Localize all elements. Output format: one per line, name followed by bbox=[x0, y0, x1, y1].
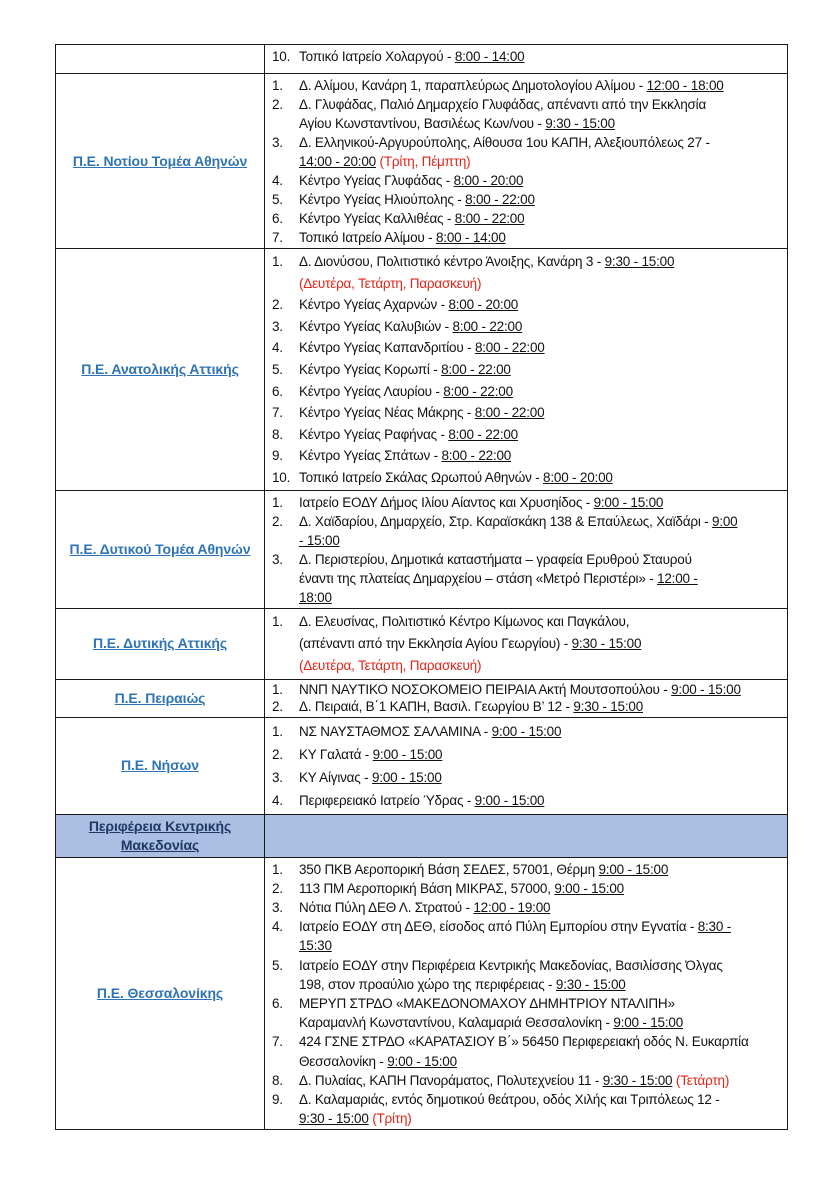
item-text-block bbox=[299, 743, 783, 766]
location-item bbox=[272, 956, 783, 994]
item-time: 12:00 - 18:00 bbox=[646, 78, 724, 93]
item-text: Κέντρο Υγείας Λαυρίου - bbox=[299, 383, 444, 399]
table-row bbox=[56, 608, 787, 679]
item-text: Κέντρο Υγείας Ραφήνας - bbox=[299, 426, 449, 442]
regions-schedule-table bbox=[55, 44, 788, 1130]
item-text-block bbox=[299, 994, 783, 1032]
region-label: Π.Ε. Πειραιώς bbox=[114, 689, 206, 706]
location-item bbox=[272, 1032, 783, 1070]
location-item bbox=[272, 467, 783, 489]
item-text-block bbox=[299, 294, 783, 316]
item-time: 8:00 - 22:00 bbox=[448, 426, 518, 442]
item-number: 6. bbox=[272, 995, 283, 1011]
item-text: Ιατρείο ΕΟΔΥ στη ΔΕΘ, είσοδος από Πύλη Εμπορίου στην Εγνατία - bbox=[299, 919, 698, 935]
item-text: Αγίου Κωνσταντίνου, Βασιλέως Κων/νου - bbox=[299, 116, 546, 131]
locations-cell bbox=[265, 491, 787, 608]
item-text-block bbox=[299, 898, 783, 917]
location-item bbox=[272, 337, 783, 359]
item-text-block bbox=[299, 1090, 783, 1128]
item-text: 350 ΠΚΒ Αεροπορική Βάση ΣΕΔΕΣ, 57001, Θέρμη bbox=[299, 861, 599, 877]
item-text-block bbox=[299, 76, 783, 95]
item-number: 5. bbox=[272, 361, 283, 377]
section-header-row bbox=[56, 814, 787, 857]
item-number: 1. bbox=[272, 613, 283, 629]
item-number: 4. bbox=[272, 919, 283, 935]
location-item bbox=[272, 251, 783, 294]
region-cell bbox=[56, 680, 265, 717]
item-time: 9:30 - 15:00 bbox=[604, 254, 675, 269]
location-item bbox=[272, 512, 783, 550]
item-text-block bbox=[299, 95, 783, 133]
item-number: 8. bbox=[272, 1072, 283, 1088]
item-time: 8:00 - 22:00 bbox=[454, 211, 525, 226]
item-text: Κέντρο Υγείας Αχαρνών - bbox=[299, 297, 449, 313]
item-text-block bbox=[299, 190, 783, 209]
item-time: 8:00 - 20:00 bbox=[453, 173, 524, 188]
table-row bbox=[56, 45, 787, 73]
item-time: 9:00 - 15:00 bbox=[671, 681, 741, 697]
item-text-block bbox=[299, 720, 783, 743]
item-text: Δ. Διονύσου, Πολιτιστικό κέντρο Άνοιξης, Κανάρη 3 - bbox=[299, 254, 605, 269]
item-text: Κέντρο Υγείας Σπάτων - bbox=[299, 448, 442, 464]
location-item bbox=[272, 133, 783, 171]
location-item bbox=[272, 720, 783, 743]
locations-cell bbox=[265, 718, 787, 814]
location-item bbox=[272, 917, 783, 955]
item-time: 9:00 - 15:00 bbox=[372, 746, 443, 762]
item-text-block bbox=[299, 766, 783, 789]
item-text-block bbox=[299, 316, 783, 338]
location-item bbox=[272, 47, 783, 66]
location-item bbox=[272, 294, 783, 316]
item-number: 7. bbox=[272, 1034, 283, 1050]
location-item bbox=[272, 611, 783, 678]
item-text: Κέντρο Υγείας Ηλιούπολης - bbox=[299, 192, 466, 207]
region-label: Π.Ε. Νοτίου Τομέα Αθηνών bbox=[72, 152, 248, 169]
item-text-block bbox=[299, 789, 783, 812]
item-text-block bbox=[299, 337, 783, 359]
table-row bbox=[56, 490, 787, 608]
location-item bbox=[272, 209, 783, 228]
item-number: 10. bbox=[272, 49, 291, 64]
locations-cell bbox=[265, 858, 787, 1130]
item-text-block bbox=[299, 681, 783, 699]
table-row bbox=[56, 857, 787, 1130]
item-time: 12:00 - 19:00 bbox=[473, 899, 551, 915]
item-time: 8:00 - 22:00 bbox=[474, 340, 545, 356]
item-text: Ιατρείο ΕΟΔΥ στην Περιφέρεια Κεντρικής Μακεδονίας, Βασιλίσσης Όλγας bbox=[299, 957, 723, 973]
item-number: 2. bbox=[272, 699, 283, 715]
region-cell bbox=[56, 45, 265, 73]
item-time: 8:00 - 14:00 bbox=[435, 230, 506, 245]
location-item bbox=[272, 445, 783, 467]
location-item bbox=[272, 493, 783, 512]
item-text-block bbox=[299, 381, 783, 403]
item-time: 8:00 - 14:00 bbox=[454, 49, 525, 64]
item-text-block bbox=[299, 860, 783, 879]
item-text: ΝΣ ΝΑΥΣΤΑΘΜΟΣ ΣΑΛΑΜΙΝΑ - bbox=[299, 723, 492, 739]
item-time: 18:00 bbox=[299, 589, 332, 605]
region-label: Π.Ε. Δυτικού Τομέα Αθηνών bbox=[69, 540, 251, 557]
item-time: 9:00 - 15:00 bbox=[613, 1015, 684, 1031]
item-time: 8:00 - 22:00 bbox=[441, 361, 511, 377]
item-number: 1. bbox=[272, 494, 283, 510]
item-text-block bbox=[299, 251, 783, 294]
location-item bbox=[272, 95, 783, 133]
item-text-block bbox=[299, 402, 783, 424]
region-cell bbox=[56, 249, 265, 490]
item-time: 9:00 - 15:00 bbox=[593, 494, 664, 510]
item-number: 1. bbox=[272, 723, 283, 739]
item-text: 198, στον προαύλιο χώρο της περιφέρειας - bbox=[299, 976, 556, 992]
item-days: (Δευτέρα, Τετάρτη, Παρασκευή) bbox=[299, 275, 482, 291]
item-text: (απέναντι από την Εκκλησία Αγίου Γεωργίου) - bbox=[299, 635, 572, 651]
table-row bbox=[56, 248, 787, 490]
table-row bbox=[56, 717, 787, 814]
item-text: 113 ΠΜ Αεροπορική Βάση ΜΙΚΡΑΣ, 57000, bbox=[299, 880, 555, 896]
item-time: 9:30 - 15:00 bbox=[545, 116, 615, 131]
location-item bbox=[272, 789, 783, 812]
location-item bbox=[272, 1090, 783, 1128]
item-time: 9:00 - 15:00 bbox=[598, 861, 669, 877]
item-time: 9:00 - 15:00 bbox=[371, 770, 442, 786]
item-time: 8:30 - bbox=[697, 919, 732, 935]
region-cell bbox=[56, 74, 265, 248]
location-item bbox=[272, 898, 783, 917]
item-number: 7. bbox=[272, 405, 283, 421]
item-time: 8:00 - 22:00 bbox=[441, 448, 512, 464]
item-text-block bbox=[299, 1071, 783, 1090]
item-text-block bbox=[299, 493, 783, 512]
item-text: Δ. Χαϊδαρίου, Δημαρχείο, Στρ. Καραϊσκάκη 138 & Επαύλεως, Χαϊδάρι - bbox=[299, 513, 713, 529]
item-time: 9:00 - 15:00 bbox=[491, 723, 562, 739]
table-row bbox=[56, 679, 787, 717]
locations-cell bbox=[265, 680, 787, 717]
item-text-block bbox=[299, 359, 783, 381]
item-time: 9:30 - 15:00 bbox=[602, 1072, 673, 1088]
item-time: 9:00 - 15:00 bbox=[474, 793, 545, 809]
region-label: Π.Ε. Δυτικής Αττικής bbox=[92, 635, 228, 652]
item-text: Δ. Ελευσίνας, Πολιτιστικό Κέντρο Κίμωνος και Παγκάλου, bbox=[299, 613, 630, 629]
item-text: Δ. Περιστερίου, Δημοτικά καταστήματα – γραφεία Ερυθρού Σταυρού bbox=[299, 551, 692, 567]
item-text: Κέντρο Υγείας Καλυβιών - bbox=[299, 318, 453, 334]
item-text-block bbox=[299, 228, 783, 247]
item-number: 4. bbox=[272, 173, 283, 188]
locations-cell bbox=[265, 45, 787, 73]
section-header-cell bbox=[56, 815, 265, 857]
region-cell bbox=[56, 491, 265, 608]
item-text-block bbox=[299, 47, 783, 66]
item-text: Νότια Πύλη ΔΕΘ Λ. Στρατού - bbox=[299, 899, 474, 915]
item-time: 8:00 - 20:00 bbox=[448, 297, 519, 313]
item-text: Δ. Καλαμαριάς, εντός δημοτικού θεάτρου, οδός Χιλής και Τριπόλεως 12 - bbox=[299, 1092, 720, 1107]
item-text: Θεσσαλονίκη - bbox=[299, 1053, 388, 1069]
region-label: Π.Ε. Ανατολικής Αττικής bbox=[81, 360, 239, 377]
item-days: (Τρίτη, Πέμπτη) bbox=[375, 154, 471, 169]
item-text: Δ. Ελληνικού-Αργυρούπολης, Αίθουσα 1ου ΚΑΠΗ, Αλεξιουπόλεως 27 - bbox=[299, 135, 710, 150]
item-text-block bbox=[299, 879, 783, 898]
item-text: ΝΝΠ ΝΑΥΤΙΚΟ ΝΟΣΟΚΟΜΕΙΟ ΠΕΙΡΑΙΑ Ακτή Μουτσοπούλου - bbox=[299, 681, 672, 697]
item-text: 424 ΓΣΝΕ ΣΤΡΔΟ «ΚΑΡΑΤΑΣΙΟΥ Β΄» 56450 Περιφερειακή οδός Ν. Ευκαρπία bbox=[299, 1034, 749, 1050]
item-text: Κέντρο Υγείας Καλλιθέας - bbox=[299, 211, 455, 226]
locations-cell bbox=[265, 609, 787, 679]
region-cell bbox=[56, 609, 265, 679]
item-number: 6. bbox=[272, 211, 283, 226]
item-number: 6. bbox=[272, 383, 283, 399]
item-text-block bbox=[299, 550, 783, 607]
item-number: 2. bbox=[272, 297, 283, 313]
item-text: ΚΥ Αίγινας - bbox=[299, 770, 372, 786]
item-number: 3. bbox=[272, 135, 283, 150]
item-number: 1. bbox=[272, 681, 283, 697]
item-text-block bbox=[299, 956, 783, 994]
location-item bbox=[272, 743, 783, 766]
location-item bbox=[272, 860, 783, 879]
item-text: Κέντρο Υγείας Νέας Μάκρης - bbox=[299, 405, 475, 421]
item-time: 9:30 - 15:00 bbox=[299, 1111, 369, 1127]
item-number: 2. bbox=[272, 746, 283, 762]
item-text: Δ. Γλυφάδας, Παλιό Δημαρχείο Γλυφάδας, απέναντι από την Εκκλησία bbox=[299, 97, 707, 112]
item-days: (Δευτέρα, Τετάρτη, Παρασκευή) bbox=[299, 658, 482, 674]
item-text: Τοπικό Ιατρείο Χολαργού - bbox=[299, 49, 455, 64]
item-text: Δ. Πειραιά, Β΄1 ΚΑΠΗ, Βασιλ. Γεωργίου Β’ 12 - bbox=[299, 699, 574, 715]
item-text: ΚΥ Γαλατά - bbox=[299, 746, 373, 762]
item-text: Δ. Αλίμου, Κανάρη 1, παραπλεύρως Δημοτολογίου Αλίμου - bbox=[299, 78, 647, 93]
location-item bbox=[272, 766, 783, 789]
location-item bbox=[272, 402, 783, 424]
location-item bbox=[272, 424, 783, 446]
item-text: Κέντρο Υγείας Κορωπί - bbox=[299, 361, 442, 377]
location-item bbox=[272, 171, 783, 190]
location-item bbox=[272, 359, 783, 381]
locations-cell bbox=[265, 249, 787, 490]
region-label: Π.Ε. Νήσων bbox=[121, 757, 199, 774]
region-cell bbox=[56, 858, 265, 1130]
item-number: 1. bbox=[272, 254, 283, 269]
location-item bbox=[272, 76, 783, 95]
item-time: 9:30 - 15:00 bbox=[571, 635, 642, 651]
location-item bbox=[272, 381, 783, 403]
item-time: 9:00 - 15:00 bbox=[554, 880, 624, 896]
item-text-block bbox=[299, 467, 783, 489]
item-time: 8:00 - 22:00 bbox=[443, 383, 513, 399]
item-text: Καραμανλή Κωνσταντίνου, Καλαμαριά Θεσσαλονίκη - bbox=[299, 1015, 614, 1031]
item-text: Τοπικό Ιατρείο Αλίμου - bbox=[299, 230, 436, 245]
item-text: ΜΕΡΥΠ ΣΤΡΔΟ «ΜΑΚΕΔΟΝΟΜΑΧΟΥ ΔΗΜΗΤΡΙΟΥ ΝΤΑΛΙΠΗ» bbox=[299, 995, 675, 1011]
item-text-block bbox=[299, 1032, 783, 1070]
item-text: Περιφερειακό Ιατρείο Ύδρας - bbox=[299, 793, 475, 809]
item-number: 9. bbox=[272, 1092, 283, 1107]
item-number: 4. bbox=[272, 340, 283, 356]
item-number: 7. bbox=[272, 230, 283, 245]
location-item bbox=[272, 698, 783, 716]
location-item bbox=[272, 681, 783, 699]
item-text-block bbox=[299, 917, 783, 955]
item-text-block bbox=[299, 171, 783, 190]
location-item bbox=[272, 879, 783, 898]
location-item bbox=[272, 190, 783, 209]
item-number: 5. bbox=[272, 957, 283, 973]
item-time: 14:00 - 20:00 bbox=[299, 154, 376, 169]
region-cell bbox=[56, 718, 265, 814]
item-time: 9:00 - 15:00 bbox=[387, 1053, 457, 1069]
item-text-block bbox=[299, 611, 783, 678]
item-number: 9. bbox=[272, 448, 283, 464]
locations-cell bbox=[265, 815, 787, 857]
item-text: Δ. Πυλαίας, ΚΑΠΗ Πανοράματος, Πολυτεχνείου 11 - bbox=[299, 1072, 603, 1088]
item-time: 8:00 - 22:00 bbox=[452, 318, 523, 334]
item-number: 5. bbox=[272, 192, 283, 207]
item-text-block bbox=[299, 209, 783, 228]
item-text-block bbox=[299, 698, 783, 716]
item-text-block bbox=[299, 512, 783, 550]
item-number: 10. bbox=[272, 469, 291, 485]
item-time: 8:00 - 22:00 bbox=[465, 192, 535, 207]
item-number: 2. bbox=[272, 880, 283, 896]
location-item bbox=[272, 316, 783, 338]
location-item bbox=[272, 1071, 783, 1090]
item-text: Ιατρείο ΕΟΔΥ Δήμος Ιλίου Αίαντος και Χρυσηίδος - bbox=[299, 494, 594, 510]
location-item bbox=[272, 228, 783, 247]
item-text-block bbox=[299, 424, 783, 446]
item-number: 1. bbox=[272, 861, 283, 877]
location-item bbox=[272, 550, 783, 607]
item-time: 9:30 - 15:00 bbox=[573, 699, 644, 715]
item-time: - 15:00 bbox=[299, 532, 340, 548]
item-text: έναντι της πλατείας Δημαρχείου – στάση «Μετρό Περιστέρι» - bbox=[299, 570, 658, 586]
item-time: 9:00 bbox=[712, 513, 738, 529]
item-number: 3. bbox=[272, 899, 283, 915]
item-number: 3. bbox=[272, 551, 283, 567]
table-row bbox=[56, 73, 787, 248]
item-number: 2. bbox=[272, 513, 283, 529]
item-number: 8. bbox=[272, 426, 283, 442]
item-days: (Τετάρτη) bbox=[672, 1072, 730, 1088]
item-time: 9:30 - 15:00 bbox=[555, 976, 626, 992]
item-text: Τοπικό Ιατρείο Σκάλας Ωρωπού Αθηνών - bbox=[299, 469, 544, 485]
item-number: 3. bbox=[272, 318, 283, 334]
item-time: 12:00 - bbox=[657, 570, 698, 586]
item-days: (Τρίτη) bbox=[368, 1111, 412, 1127]
item-text-block bbox=[299, 445, 783, 467]
item-time: 8:00 - 20:00 bbox=[543, 469, 613, 485]
item-text-block bbox=[299, 133, 783, 171]
item-text: Κέντρο Υγείας Γλυφάδας - bbox=[299, 173, 454, 188]
location-item bbox=[272, 994, 783, 1032]
region-label: Π.Ε. Θεσσαλονίκης bbox=[96, 984, 224, 1001]
item-number: 1. bbox=[272, 78, 283, 93]
locations-cell bbox=[265, 74, 787, 248]
item-number: 2. bbox=[272, 97, 283, 112]
item-number: 3. bbox=[272, 770, 283, 786]
section-header-label: Περιφέρεια Κεντρικής Μακεδονίας bbox=[88, 817, 232, 853]
item-number: 4. bbox=[272, 793, 283, 809]
item-time: 8:00 - 22:00 bbox=[474, 405, 545, 421]
item-time: 15:30 bbox=[299, 938, 332, 954]
item-text: Κέντρο Υγείας Καπανδριτίου - bbox=[299, 340, 475, 356]
